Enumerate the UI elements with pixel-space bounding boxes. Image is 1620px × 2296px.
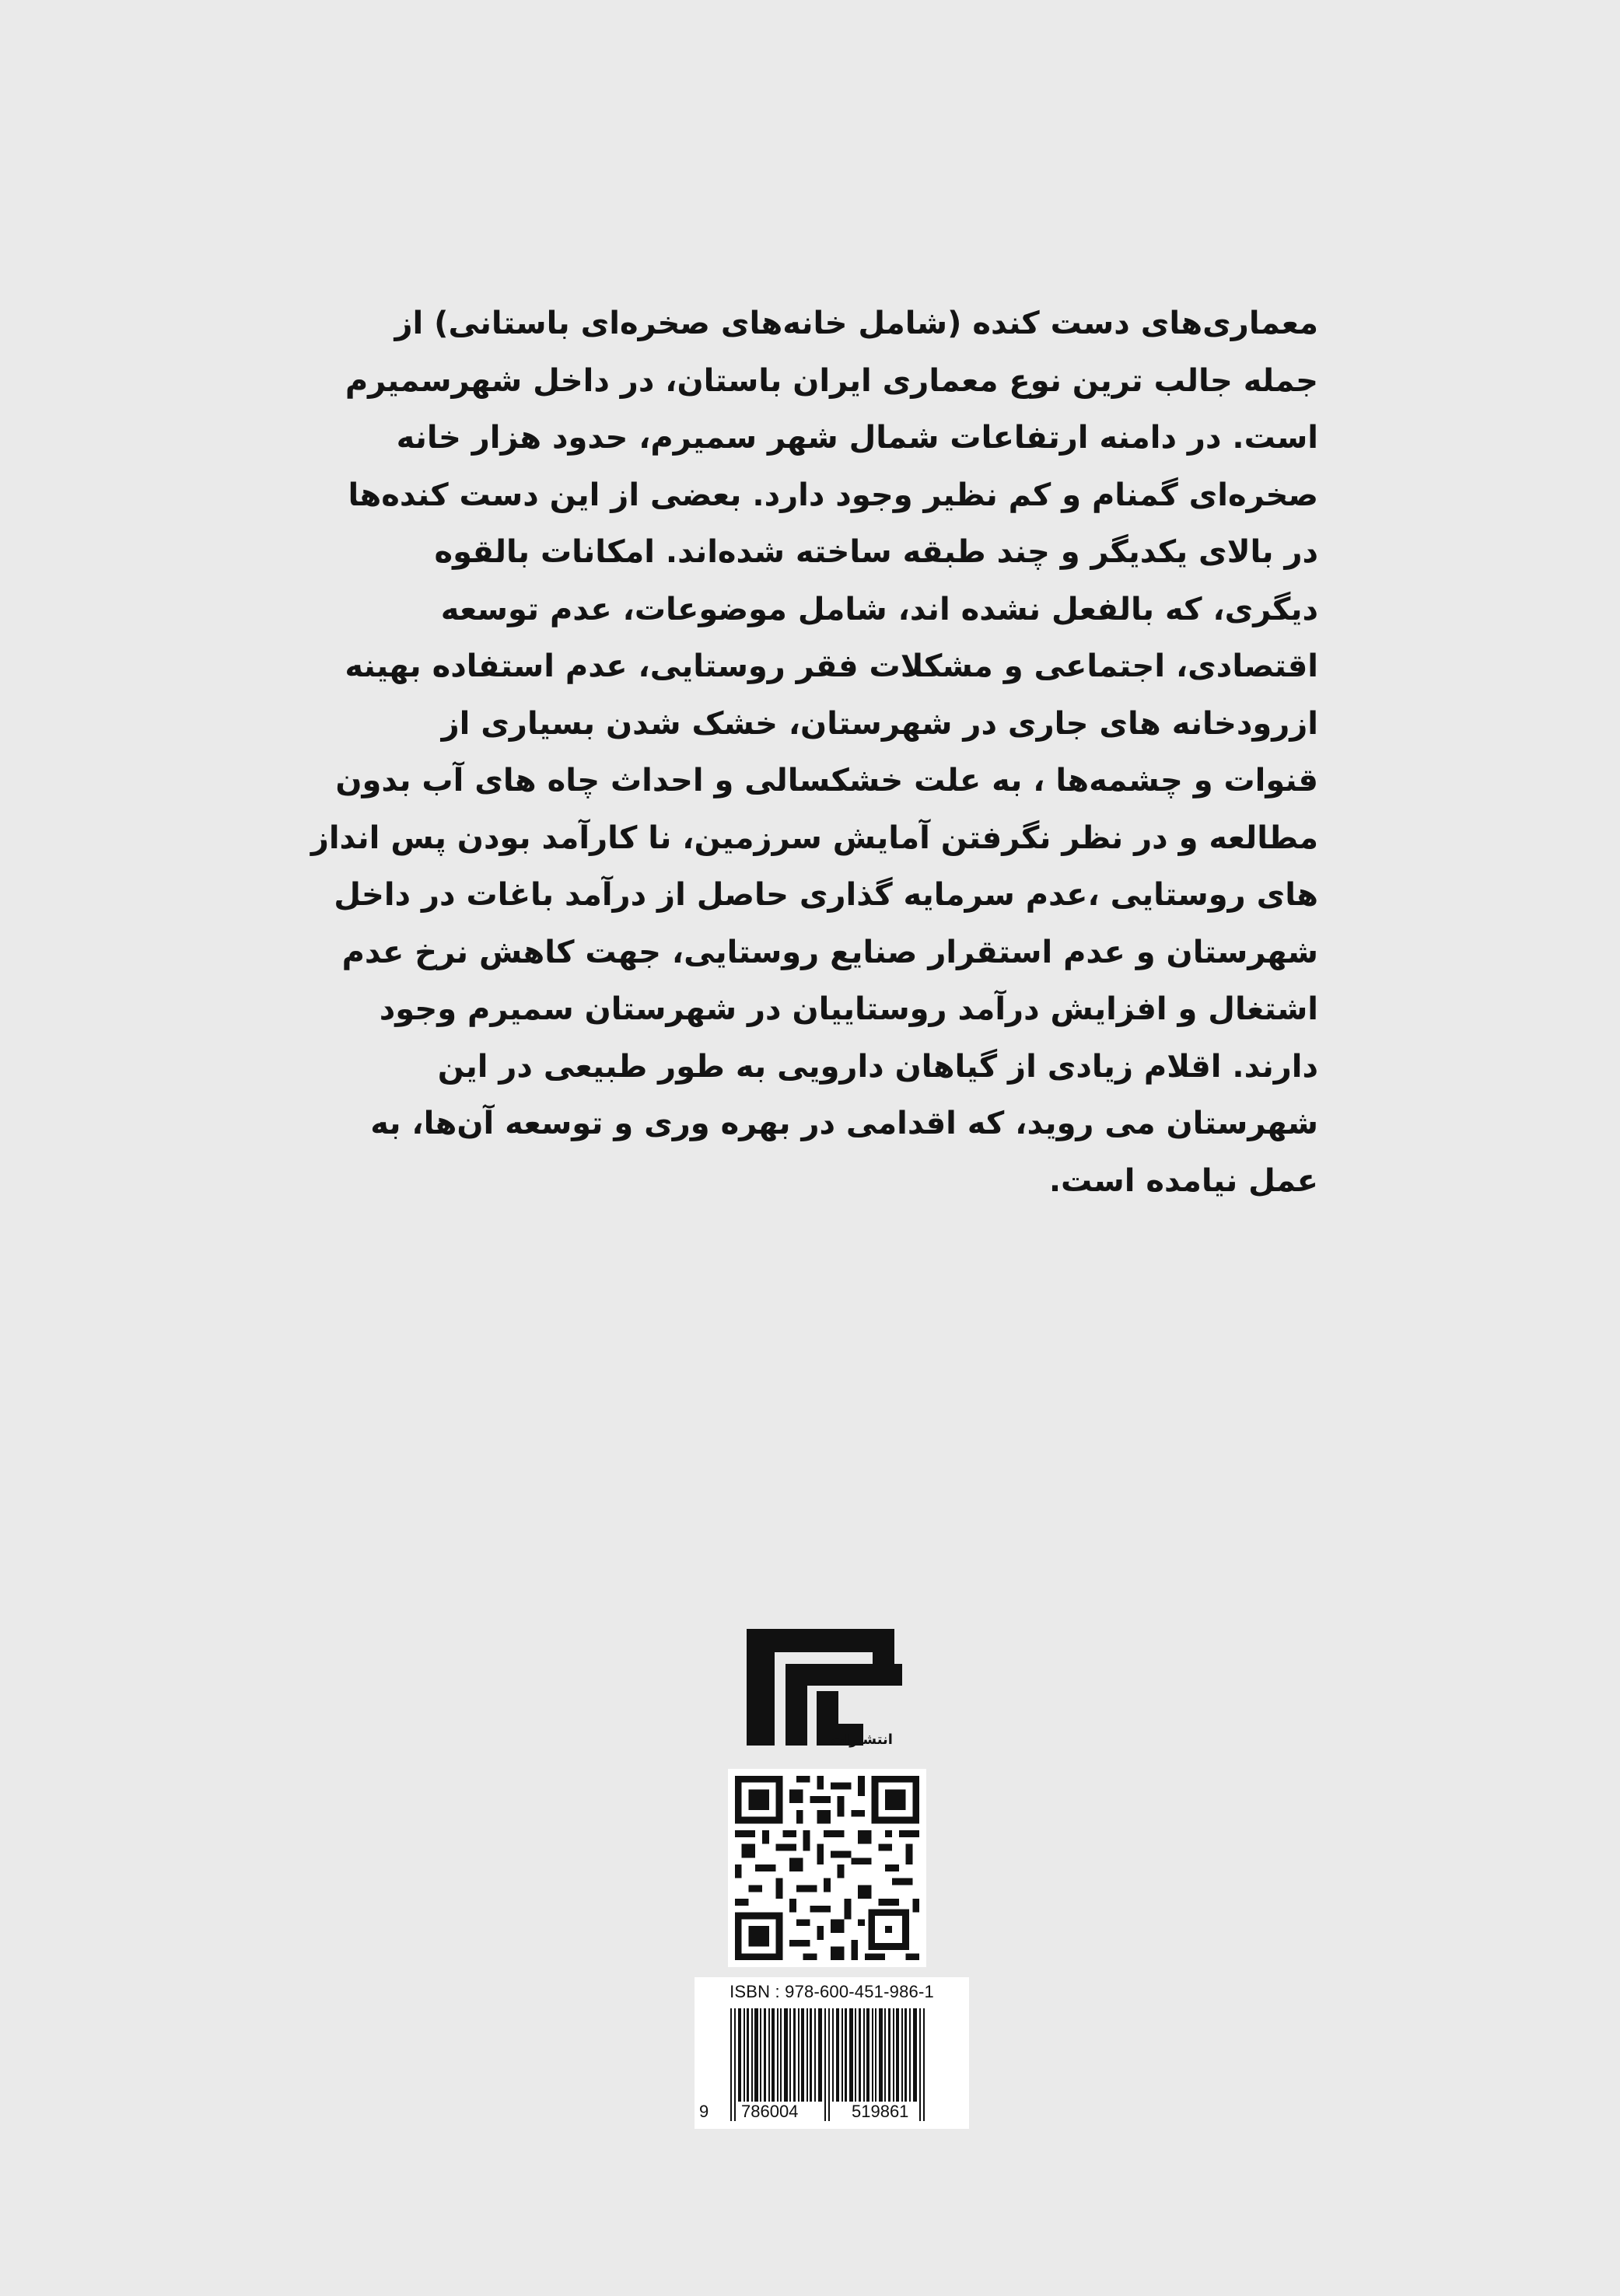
publisher-label: انتشارات	[831, 1732, 893, 1748]
blurb-line: اشتغال و افزایش درآمد روستاییان در شهرستان سمیرم وجود	[379, 991, 1318, 1027]
blurb-line: شهرستان می روید، که اقدامی در بهره وری و توسعه آن‌ها، به	[370, 1106, 1318, 1141]
isbn-barcode	[695, 1977, 969, 2129]
blurb-line: در بالای یکدیگر و چند طبقه ساخته شده‌اند. امکانات بالقوه	[434, 534, 1318, 570]
blurb-text	[303, 295, 1318, 1210]
isbn-label: ISBN : 978-600-451-986-1	[730, 1982, 934, 2001]
qr-code-icon	[728, 1769, 926, 1967]
blurb-line: دیگری، که بالفعل نشده اند، شامل موضوعات، عدم توسعه	[440, 591, 1318, 627]
barcode-lead-digit: 9	[699, 2102, 709, 2121]
blurb-line: مطالعه و در نظر نگرفتن آمایش سرزمین، نا کارآمد بودن پس انداز	[310, 820, 1318, 856]
blurb-line: اقتصادی، اجتماعی و مشکلات فقر روستایی، عدم استفاده بهینه	[345, 648, 1318, 684]
publisher-logo-icon	[739, 1621, 922, 1761]
blurb-line: صخره‌ای گمنام و کم نظیر وجود دارد. بعضی از این دست کنده‌ها	[348, 477, 1318, 513]
blurb-line: ازرودخانه های جاری در شهرستان، خشک شدن بسیاری از	[441, 705, 1318, 742]
blurb-line: شهرستان و عدم استقرار صنایع روستایی، جهت کاهش نرخ عدم	[341, 934, 1318, 970]
blurb-line: قنوات و چشمه‌ها ، به علت خشکسالی و احداث چاه های آب بدون	[335, 763, 1318, 799]
barcode-right-digits: 519861	[852, 2102, 909, 2121]
barcode-left-digits: 786004	[741, 2102, 799, 2121]
blurb-line: دارند. اقلام زیادی از گیاهان دارویی به طور طبیعی در این	[437, 1048, 1318, 1085]
blurb-line: های روستایی ،عدم سرمایه گذاری حاصل از درآمد باغات در داخل	[334, 877, 1318, 913]
blurb-line: عمل نیامده است.	[1048, 1162, 1318, 1199]
blurb-line: معماری‌های دست کنده (شامل خانه‌های صخره‌ای باستانی) از	[394, 306, 1318, 341]
blurb-line: جمله جالب ترین نوع معماری ایران باستان، در داخل شهرسمیرم	[345, 362, 1318, 399]
blurb-line: است. در دامنه ارتفاعات شمال شهر سمیرم، حدود هزار خانه	[396, 420, 1318, 456]
